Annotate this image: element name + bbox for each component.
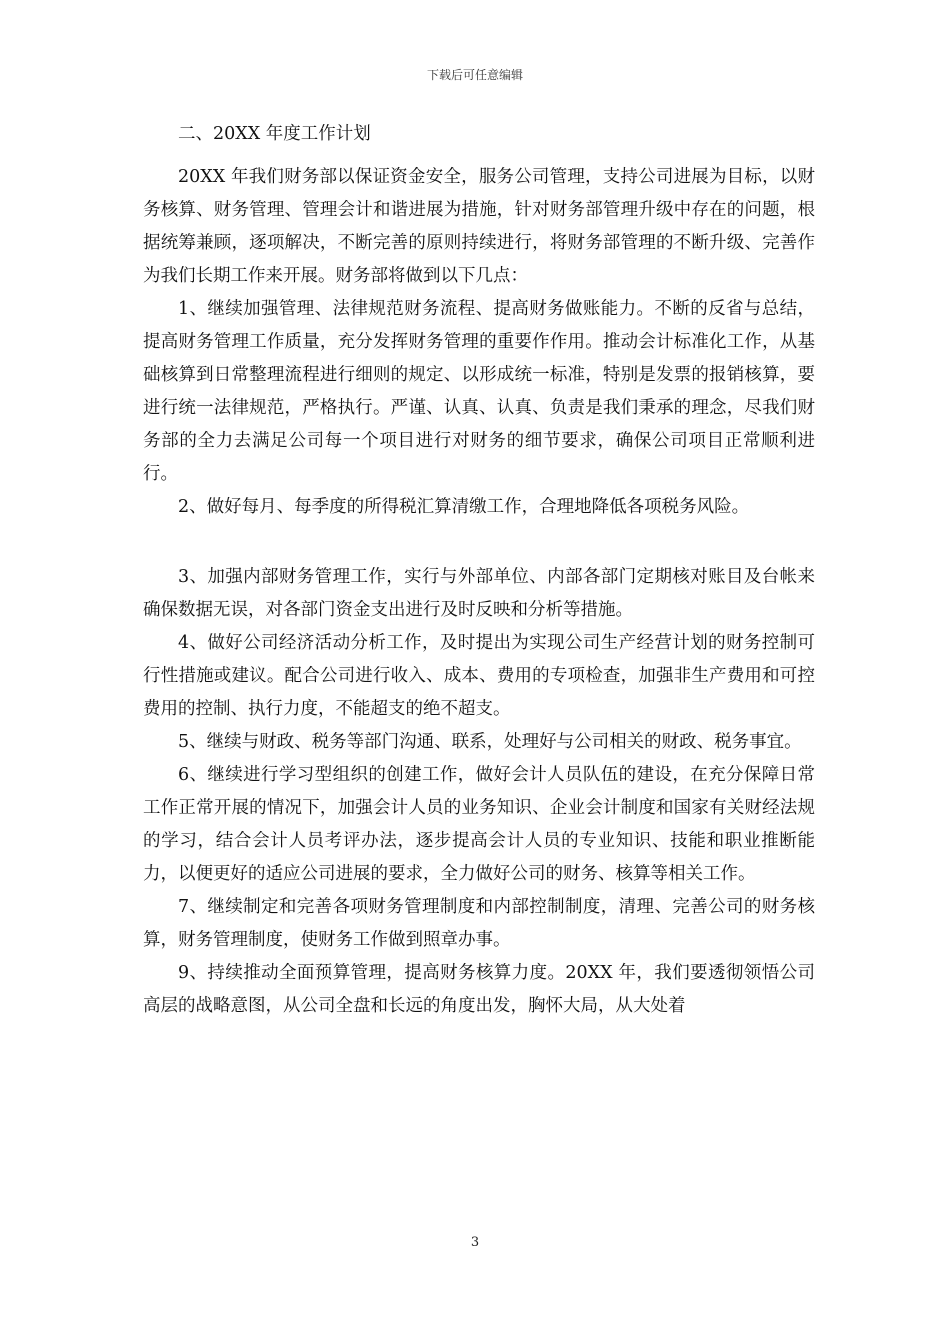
paragraph-item-4: 4、做好公司经济活动分析工作，及时提出为实现公司生产经营计划的财务控制可行性措施或建议。配合公司进行收入、成本、费用的专项检查，加强非生产费用和可控费用的控制、执行力度，不能超支的绝不超支。 [143, 633, 815, 719]
page-header: 下载后可任意编辑 [426, 68, 523, 82]
paragraph-intro: 20XX 年我们财务部以保证资金安全，服务公司管理，支持公司进展为目标，以财务核算、财务管理、管理会计和谐进展为措施，针对财务部管理升级中存在的问题，根据统筹兼顾，逐项解决，不断完善的原则持续进行，将财务部管理的不断升级、完善作为我们长期工作来开展。财务部将做到以下几点： [143, 167, 815, 286]
blank-line [143, 524, 815, 561]
paragraph-item-7: 7、继续制定和完善各项财务管理制度和内部控制制度，清理、完善公司的财务核算，财务管理制度，使财务工作做到照章办事。 [143, 897, 815, 950]
paragraph-item-5: 5、继续与财政、税务等部门沟通、联系，处理好与公司相关的财政、税务事宜。 [178, 732, 802, 752]
paragraph-item-3: 3、加强内部财务管理工作，实行与外部单位、内部各部门定期核对账目及台帐来确保数据无误，对各部门资金支出进行及时反映和分析等措施。 [143, 567, 815, 620]
paragraph-item-9: 9、持续推动全面预算管理，提高财务核算力度。20XX 年，我们要透彻领悟公司高层的战略意图，从公司全盘和长远的角度出发，胸怀大局，从大处着 [143, 963, 815, 1016]
paragraph-item-2: 2、做好每月、每季度的所得税汇算清缴工作，合理地降低各项税务风险。 [178, 497, 750, 517]
paragraph-item-1: 1、继续加强管理、法律规范财务流程、提高财务做账能力。不断的反省与总结，提高财务管理工作质量，充分发挥财务管理的重要作作用。推动会计标准化工作，从基础核算到日常整理流程进行细则的规定、以形成统一标准，特别是发票的报销核算，要进行统一法律规范，严格执行。严谨、认真、认真、负责是我们秉承的理念，尽我们财务部的全力去满足公司每一个项目进行对财务的细节要求，确保公司项目正常顺利进行。 [143, 299, 815, 484]
paragraph-item-6: 6、继续进行学习型组织的创建工作，做好会计人员队伍的建设，在充分保障日常工作正常开展的情况下，加强会计人员的业务知识、企业会计制度和国家有关财经法规的学习，结合会计人员考评办法，逐步提高会计人员的专业知识、技能和职业推断能力，以便更好的适应公司进展的要求，全力做好公司的财务、核算等相关工作。 [143, 765, 815, 884]
section-heading: 二、20XX 年度工作计划 [178, 124, 371, 144]
page-number: 3 [470, 1235, 480, 1250]
document-body [143, 118, 815, 1023]
